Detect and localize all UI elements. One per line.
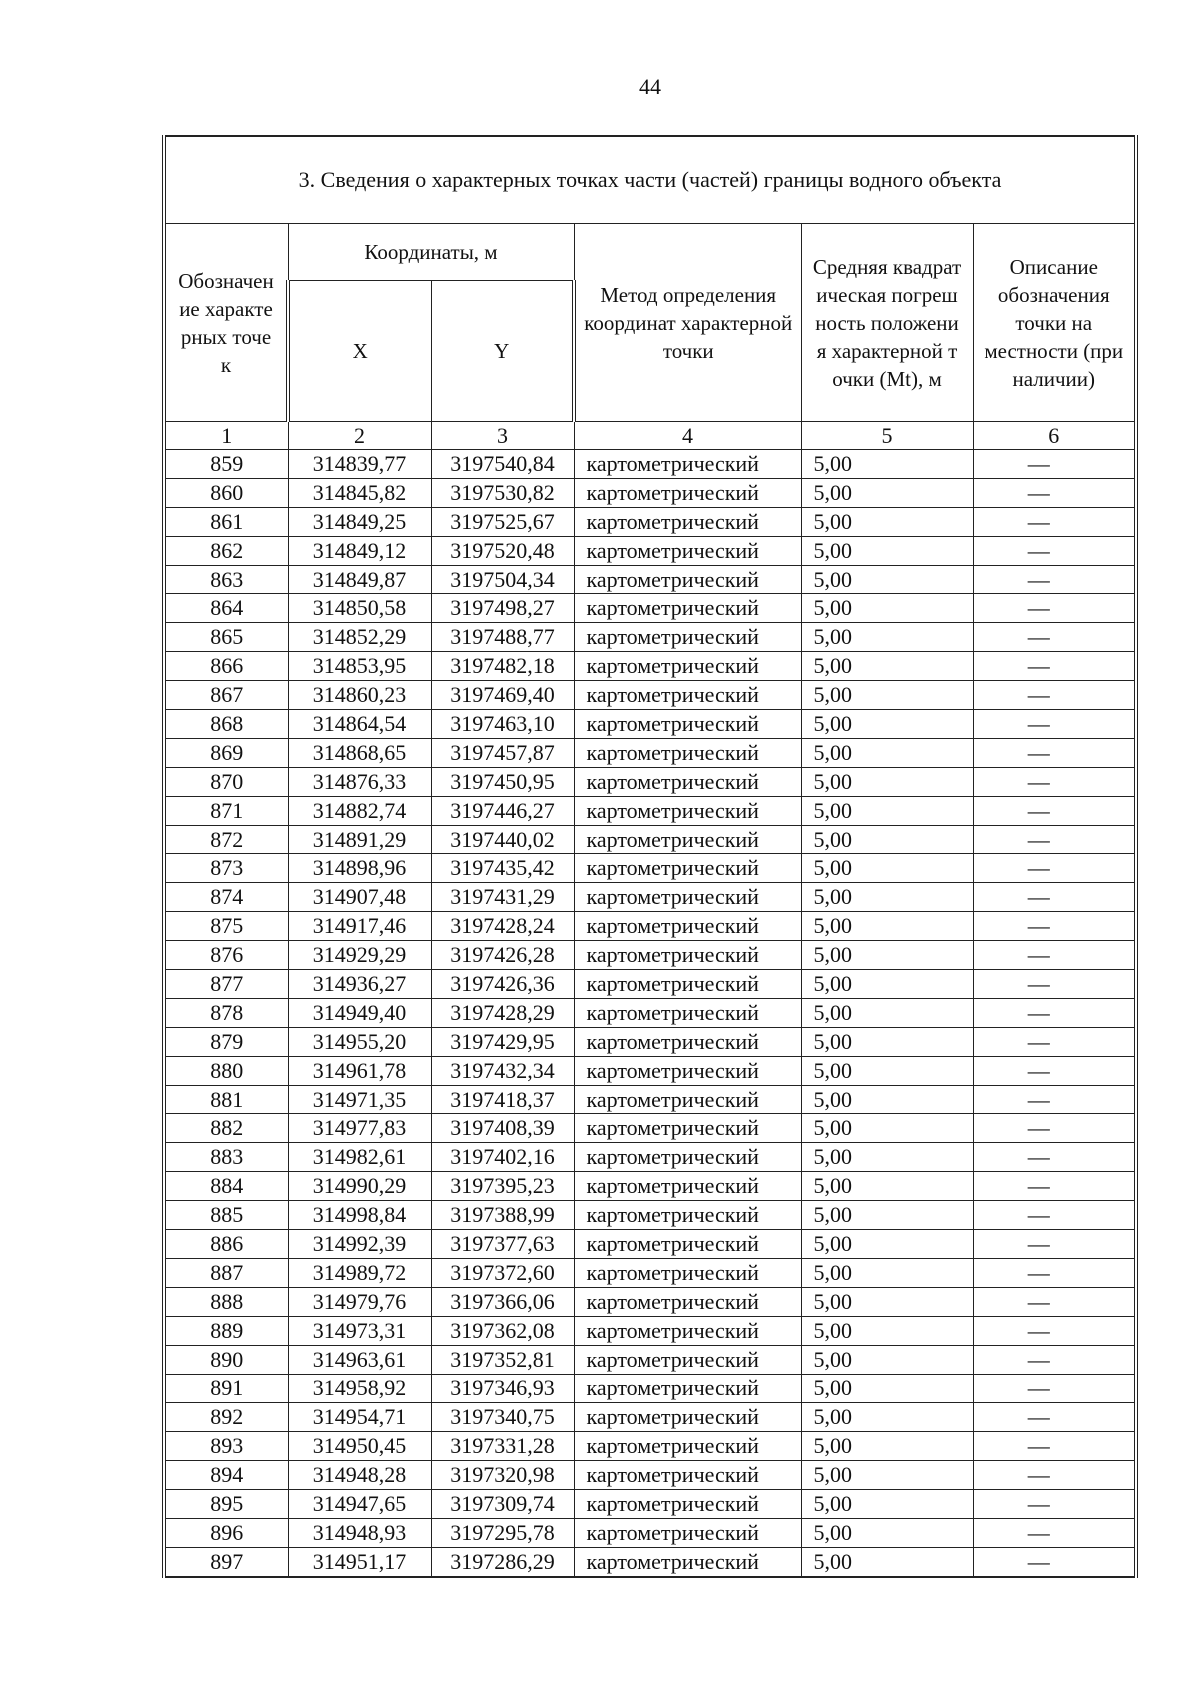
point-id-cell: 895 xyxy=(164,1490,288,1519)
description-cell: — xyxy=(973,738,1136,767)
point-id-cell: 868 xyxy=(164,710,288,739)
accuracy-cell: 5,00 xyxy=(801,536,973,565)
y-coordinate-cell: 3197540,84 xyxy=(431,450,574,479)
table-row xyxy=(164,536,1136,565)
y-coordinate-cell: 3197366,06 xyxy=(431,1287,574,1316)
x-coordinate-cell: 314882,74 xyxy=(288,796,431,825)
accuracy-cell: 5,00 xyxy=(801,1085,973,1114)
point-id-cell: 869 xyxy=(164,738,288,767)
accuracy-cell: 5,00 xyxy=(801,912,973,941)
description-cell: — xyxy=(973,478,1136,507)
table-row xyxy=(164,1230,1136,1259)
x-coordinate-cell: 314891,29 xyxy=(288,825,431,854)
table-row xyxy=(164,1432,1136,1461)
table-row xyxy=(164,825,1136,854)
method-cell: картометрический xyxy=(574,1027,801,1056)
method-cell: картометрический xyxy=(574,767,801,796)
y-coordinate-cell: 3197457,87 xyxy=(431,738,574,767)
accuracy-cell: 5,00 xyxy=(801,1403,973,1432)
method-cell: картометрический xyxy=(574,623,801,652)
x-coordinate-cell: 314849,87 xyxy=(288,565,431,594)
y-coordinate-cell: 3197309,74 xyxy=(431,1490,574,1519)
accuracy-cell: 5,00 xyxy=(801,1287,973,1316)
description-cell: — xyxy=(973,883,1136,912)
x-coordinate-cell: 314949,40 xyxy=(288,998,431,1027)
description-cell: — xyxy=(973,594,1136,623)
accuracy-cell: 5,00 xyxy=(801,681,973,710)
x-coordinate-cell: 314845,82 xyxy=(288,478,431,507)
point-id-cell: 878 xyxy=(164,998,288,1027)
accuracy-cell: 5,00 xyxy=(801,1172,973,1201)
description-cell: — xyxy=(973,825,1136,854)
description-cell: — xyxy=(973,623,1136,652)
accuracy-cell: 5,00 xyxy=(801,1056,973,1085)
method-cell: картометрический xyxy=(574,912,801,941)
accuracy-cell: 5,00 xyxy=(801,738,973,767)
x-coordinate-cell: 314853,95 xyxy=(288,652,431,681)
description-cell: — xyxy=(973,652,1136,681)
x-coordinate-cell: 314868,65 xyxy=(288,738,431,767)
table-row xyxy=(164,998,1136,1027)
accuracy-cell: 5,00 xyxy=(801,1143,973,1172)
point-id-cell: 870 xyxy=(164,767,288,796)
y-coordinate-cell: 3197450,95 xyxy=(431,767,574,796)
method-cell: картометрический xyxy=(574,565,801,594)
description-cell: — xyxy=(973,1490,1136,1519)
y-coordinate-cell: 3197346,93 xyxy=(431,1374,574,1403)
description-cell: — xyxy=(973,1143,1136,1172)
method-cell: картометрический xyxy=(574,1490,801,1519)
point-id-cell: 877 xyxy=(164,970,288,999)
y-coordinate-cell: 3197530,82 xyxy=(431,478,574,507)
point-id-cell: 880 xyxy=(164,1056,288,1085)
x-coordinate-cell: 314992,39 xyxy=(288,1230,431,1259)
column-numbers-row xyxy=(164,422,1136,450)
table-row xyxy=(164,507,1136,536)
point-id-cell: 863 xyxy=(164,565,288,594)
method-cell: картометрический xyxy=(574,652,801,681)
point-id-cell: 875 xyxy=(164,912,288,941)
description-cell: — xyxy=(973,1345,1136,1374)
description-cell: — xyxy=(973,1287,1136,1316)
point-id-cell: 864 xyxy=(164,594,288,623)
table-row xyxy=(164,1056,1136,1085)
description-cell: — xyxy=(973,1056,1136,1085)
method-cell: картометрический xyxy=(574,796,801,825)
accuracy-cell: 5,00 xyxy=(801,796,973,825)
x-coordinate-cell: 314989,72 xyxy=(288,1258,431,1287)
table-row xyxy=(164,796,1136,825)
table-row xyxy=(164,478,1136,507)
accuracy-cell: 5,00 xyxy=(801,1027,973,1056)
y-coordinate-cell: 3197498,27 xyxy=(431,594,574,623)
point-id-cell: 893 xyxy=(164,1432,288,1461)
y-coordinate-cell: 3197426,36 xyxy=(431,970,574,999)
method-cell: картометрический xyxy=(574,710,801,739)
y-coordinate-cell: 3197418,37 xyxy=(431,1085,574,1114)
table-row xyxy=(164,738,1136,767)
y-coordinate-cell: 3197469,40 xyxy=(431,681,574,710)
point-id-cell: 873 xyxy=(164,854,288,883)
table-row xyxy=(164,1172,1136,1201)
method-cell: картометрический xyxy=(574,1403,801,1432)
point-id-cell: 896 xyxy=(164,1518,288,1547)
method-cell: картометрический xyxy=(574,1201,801,1230)
table-row xyxy=(164,450,1136,479)
x-coordinate-cell: 314971,35 xyxy=(288,1085,431,1114)
description-cell: — xyxy=(973,1374,1136,1403)
description-cell: — xyxy=(973,1518,1136,1547)
table-row xyxy=(164,970,1136,999)
point-id-cell: 888 xyxy=(164,1287,288,1316)
description-cell: — xyxy=(973,796,1136,825)
description-cell: — xyxy=(973,941,1136,970)
y-coordinate-cell: 3197482,18 xyxy=(431,652,574,681)
accuracy-cell: 5,00 xyxy=(801,767,973,796)
point-id-cell: 890 xyxy=(164,1345,288,1374)
y-coordinate-cell: 3197426,28 xyxy=(431,941,574,970)
point-id-cell: 862 xyxy=(164,536,288,565)
table-row xyxy=(164,1461,1136,1490)
description-cell: — xyxy=(973,710,1136,739)
description-cell: — xyxy=(973,450,1136,479)
table-row xyxy=(164,941,1136,970)
point-id-cell: 867 xyxy=(164,681,288,710)
method-cell: картометрический xyxy=(574,478,801,507)
point-id-cell: 892 xyxy=(164,1403,288,1432)
description-cell: — xyxy=(973,1201,1136,1230)
x-coordinate-cell: 314864,54 xyxy=(288,710,431,739)
x-coordinate-cell: 314954,71 xyxy=(288,1403,431,1432)
method-cell: картометрический xyxy=(574,883,801,912)
table-row xyxy=(164,1490,1136,1519)
accuracy-cell: 5,00 xyxy=(801,1490,973,1519)
method-cell: картометрический xyxy=(574,1056,801,1085)
description-cell: — xyxy=(973,507,1136,536)
point-id-cell: 859 xyxy=(164,450,288,479)
point-id-cell: 887 xyxy=(164,1258,288,1287)
accuracy-cell: 5,00 xyxy=(801,941,973,970)
point-id-cell: 874 xyxy=(164,883,288,912)
description-cell: — xyxy=(973,681,1136,710)
header-coordinates: Координаты, м xyxy=(288,224,574,281)
accuracy-cell: 5,00 xyxy=(801,1518,973,1547)
x-coordinate-cell: 314876,33 xyxy=(288,767,431,796)
method-cell: картометрический xyxy=(574,1258,801,1287)
x-coordinate-cell: 314849,25 xyxy=(288,507,431,536)
description-cell: — xyxy=(973,1230,1136,1259)
column-number: 2 xyxy=(288,422,431,450)
description-cell: — xyxy=(973,1316,1136,1345)
accuracy-cell: 5,00 xyxy=(801,1345,973,1374)
accuracy-cell: 5,00 xyxy=(801,1230,973,1259)
x-coordinate-cell: 314950,45 xyxy=(288,1432,431,1461)
method-cell: картометрический xyxy=(574,1143,801,1172)
x-coordinate-cell: 314951,17 xyxy=(288,1547,431,1576)
y-coordinate-cell: 3197504,34 xyxy=(431,565,574,594)
header-designation: Обозначение характерных точек xyxy=(164,224,288,422)
x-coordinate-cell: 314849,12 xyxy=(288,536,431,565)
description-cell: — xyxy=(973,912,1136,941)
accuracy-cell: 5,00 xyxy=(801,825,973,854)
x-coordinate-cell: 314955,20 xyxy=(288,1027,431,1056)
y-coordinate-cell: 3197488,77 xyxy=(431,623,574,652)
method-cell: картометрический xyxy=(574,998,801,1027)
y-coordinate-cell: 3197428,29 xyxy=(431,998,574,1027)
method-cell: картометрический xyxy=(574,1461,801,1490)
y-coordinate-cell: 3197408,39 xyxy=(431,1114,574,1143)
method-cell: картометрический xyxy=(574,941,801,970)
method-cell: картометрический xyxy=(574,1345,801,1374)
table-caption: 3. Сведения о характерных точках части (частей) границы водного объекта xyxy=(164,136,1136,224)
point-id-cell: 889 xyxy=(164,1316,288,1345)
column-number: 6 xyxy=(973,422,1136,450)
y-coordinate-cell: 3197395,23 xyxy=(431,1172,574,1201)
x-coordinate-cell: 314958,92 xyxy=(288,1374,431,1403)
x-coordinate-cell: 314973,31 xyxy=(288,1316,431,1345)
x-coordinate-cell: 314929,29 xyxy=(288,941,431,970)
header-x: X xyxy=(288,281,431,422)
y-coordinate-cell: 3197463,10 xyxy=(431,710,574,739)
accuracy-cell: 5,00 xyxy=(801,1547,973,1576)
description-cell: — xyxy=(973,1085,1136,1114)
column-number: 4 xyxy=(574,422,801,450)
y-coordinate-cell: 3197286,29 xyxy=(431,1547,574,1576)
method-cell: картометрический xyxy=(574,1230,801,1259)
y-coordinate-cell: 3197388,99 xyxy=(431,1201,574,1230)
point-id-cell: 872 xyxy=(164,825,288,854)
point-id-cell: 886 xyxy=(164,1230,288,1259)
method-cell: картометрический xyxy=(574,970,801,999)
table-row xyxy=(164,1547,1136,1576)
accuracy-cell: 5,00 xyxy=(801,1461,973,1490)
x-coordinate-cell: 314948,93 xyxy=(288,1518,431,1547)
y-coordinate-cell: 3197362,08 xyxy=(431,1316,574,1345)
method-cell: картометрический xyxy=(574,1432,801,1461)
description-cell: — xyxy=(973,1258,1136,1287)
y-coordinate-cell: 3197432,34 xyxy=(431,1056,574,1085)
table-row xyxy=(164,565,1136,594)
x-coordinate-cell: 314947,65 xyxy=(288,1490,431,1519)
header-description: Описание обозначения точки на местности (при наличии) xyxy=(973,224,1136,422)
column-number: 1 xyxy=(164,422,288,450)
accuracy-cell: 5,00 xyxy=(801,478,973,507)
method-cell: картометрический xyxy=(574,1085,801,1114)
description-cell: — xyxy=(973,1403,1136,1432)
x-coordinate-cell: 314839,77 xyxy=(288,450,431,479)
accuracy-cell: 5,00 xyxy=(801,623,973,652)
table-row xyxy=(164,1027,1136,1056)
accuracy-cell: 5,00 xyxy=(801,1114,973,1143)
accuracy-cell: 5,00 xyxy=(801,652,973,681)
table-row xyxy=(164,1085,1136,1114)
point-id-cell: 871 xyxy=(164,796,288,825)
method-cell: картометрический xyxy=(574,738,801,767)
header-y: Y xyxy=(431,281,574,422)
accuracy-cell: 5,00 xyxy=(801,970,973,999)
table-row xyxy=(164,1403,1136,1432)
method-cell: картометрический xyxy=(574,1114,801,1143)
table-row xyxy=(164,1201,1136,1230)
y-coordinate-cell: 3197431,29 xyxy=(431,883,574,912)
method-cell: картометрический xyxy=(574,594,801,623)
method-cell: картометрический xyxy=(574,1287,801,1316)
y-coordinate-cell: 3197520,48 xyxy=(431,536,574,565)
table-row xyxy=(164,767,1136,796)
table-row xyxy=(164,623,1136,652)
x-coordinate-cell: 314852,29 xyxy=(288,623,431,652)
point-id-cell: 865 xyxy=(164,623,288,652)
description-cell: — xyxy=(973,1461,1136,1490)
accuracy-cell: 5,00 xyxy=(801,854,973,883)
x-coordinate-cell: 314860,23 xyxy=(288,681,431,710)
point-id-cell: 883 xyxy=(164,1143,288,1172)
method-cell: картометрический xyxy=(574,536,801,565)
y-coordinate-cell: 3197377,63 xyxy=(431,1230,574,1259)
point-id-cell: 879 xyxy=(164,1027,288,1056)
method-cell: картометрический xyxy=(574,1374,801,1403)
y-coordinate-cell: 3197428,24 xyxy=(431,912,574,941)
description-cell: — xyxy=(973,1547,1136,1576)
point-id-cell: 881 xyxy=(164,1085,288,1114)
table-row xyxy=(164,912,1136,941)
accuracy-cell: 5,00 xyxy=(801,1258,973,1287)
point-id-cell: 861 xyxy=(164,507,288,536)
x-coordinate-cell: 314990,29 xyxy=(288,1172,431,1201)
point-id-cell: 882 xyxy=(164,1114,288,1143)
point-id-cell: 860 xyxy=(164,478,288,507)
x-coordinate-cell: 314963,61 xyxy=(288,1345,431,1374)
y-coordinate-cell: 3197331,28 xyxy=(431,1432,574,1461)
description-cell: — xyxy=(973,998,1136,1027)
accuracy-cell: 5,00 xyxy=(801,1201,973,1230)
point-id-cell: 894 xyxy=(164,1461,288,1490)
table-row xyxy=(164,594,1136,623)
description-cell: — xyxy=(973,565,1136,594)
description-cell: — xyxy=(973,854,1136,883)
y-coordinate-cell: 3197525,67 xyxy=(431,507,574,536)
method-cell: картометрический xyxy=(574,1172,801,1201)
header-accuracy: Средняя квадратическая погрешность положения характерной точки (Mt), м xyxy=(801,224,973,422)
x-coordinate-cell: 314907,48 xyxy=(288,883,431,912)
description-cell: — xyxy=(973,1172,1136,1201)
y-coordinate-cell: 3197429,95 xyxy=(431,1027,574,1056)
table-row xyxy=(164,854,1136,883)
column-number: 5 xyxy=(801,422,973,450)
y-coordinate-cell: 3197440,02 xyxy=(431,825,574,854)
table-row xyxy=(164,1345,1136,1374)
column-number: 3 xyxy=(431,422,574,450)
method-cell: картометрический xyxy=(574,1518,801,1547)
y-coordinate-cell: 3197435,42 xyxy=(431,854,574,883)
x-coordinate-cell: 314936,27 xyxy=(288,970,431,999)
accuracy-cell: 5,00 xyxy=(801,1374,973,1403)
description-cell: — xyxy=(973,1027,1136,1056)
table-body xyxy=(164,450,1136,1577)
method-cell: картометрический xyxy=(574,854,801,883)
x-coordinate-cell: 314850,58 xyxy=(288,594,431,623)
accuracy-cell: 5,00 xyxy=(801,998,973,1027)
x-coordinate-cell: 314948,28 xyxy=(288,1461,431,1490)
y-coordinate-cell: 3197402,16 xyxy=(431,1143,574,1172)
x-coordinate-cell: 314917,46 xyxy=(288,912,431,941)
table-row xyxy=(164,1374,1136,1403)
accuracy-cell: 5,00 xyxy=(801,565,973,594)
header-method: Метод определения координат характерной точки xyxy=(574,224,801,422)
page-number: 44 xyxy=(639,74,661,99)
method-cell: картометрический xyxy=(574,507,801,536)
table-row xyxy=(164,1316,1136,1345)
x-coordinate-cell: 314977,83 xyxy=(288,1114,431,1143)
table-row xyxy=(164,710,1136,739)
description-cell: — xyxy=(973,970,1136,999)
description-cell: — xyxy=(973,767,1136,796)
accuracy-cell: 5,00 xyxy=(801,883,973,912)
y-coordinate-cell: 3197320,98 xyxy=(431,1461,574,1490)
y-coordinate-cell: 3197372,60 xyxy=(431,1258,574,1287)
x-coordinate-cell: 314998,84 xyxy=(288,1201,431,1230)
y-coordinate-cell: 3197446,27 xyxy=(431,796,574,825)
method-cell: картометрический xyxy=(574,1547,801,1576)
x-coordinate-cell: 314898,96 xyxy=(288,854,431,883)
point-id-cell: 885 xyxy=(164,1201,288,1230)
method-cell: картометрический xyxy=(574,681,801,710)
method-cell: картометрический xyxy=(574,1316,801,1345)
table-row xyxy=(164,681,1136,710)
description-cell: — xyxy=(973,1432,1136,1461)
method-cell: картометрический xyxy=(574,450,801,479)
accuracy-cell: 5,00 xyxy=(801,1432,973,1461)
description-cell: — xyxy=(973,536,1136,565)
point-id-cell: 884 xyxy=(164,1172,288,1201)
x-coordinate-cell: 314979,76 xyxy=(288,1287,431,1316)
table-row xyxy=(164,1518,1136,1547)
accuracy-cell: 5,00 xyxy=(801,710,973,739)
table-row xyxy=(164,1143,1136,1172)
accuracy-cell: 5,00 xyxy=(801,450,973,479)
description-cell: — xyxy=(973,1114,1136,1143)
method-cell: картометрический xyxy=(574,825,801,854)
point-id-cell: 876 xyxy=(164,941,288,970)
boundary-points-table xyxy=(162,135,1138,1578)
table-row xyxy=(164,1114,1136,1143)
table-row xyxy=(164,1287,1136,1316)
point-id-cell: 891 xyxy=(164,1374,288,1403)
table-row xyxy=(164,1258,1136,1287)
point-id-cell: 897 xyxy=(164,1547,288,1576)
x-coordinate-cell: 314961,78 xyxy=(288,1056,431,1085)
y-coordinate-cell: 3197295,78 xyxy=(431,1518,574,1547)
y-coordinate-cell: 3197340,75 xyxy=(431,1403,574,1432)
accuracy-cell: 5,00 xyxy=(801,1316,973,1345)
y-coordinate-cell: 3197352,81 xyxy=(431,1345,574,1374)
table-row xyxy=(164,652,1136,681)
x-coordinate-cell: 314982,61 xyxy=(288,1143,431,1172)
point-id-cell: 866 xyxy=(164,652,288,681)
accuracy-cell: 5,00 xyxy=(801,594,973,623)
accuracy-cell: 5,00 xyxy=(801,507,973,536)
table-row xyxy=(164,883,1136,912)
